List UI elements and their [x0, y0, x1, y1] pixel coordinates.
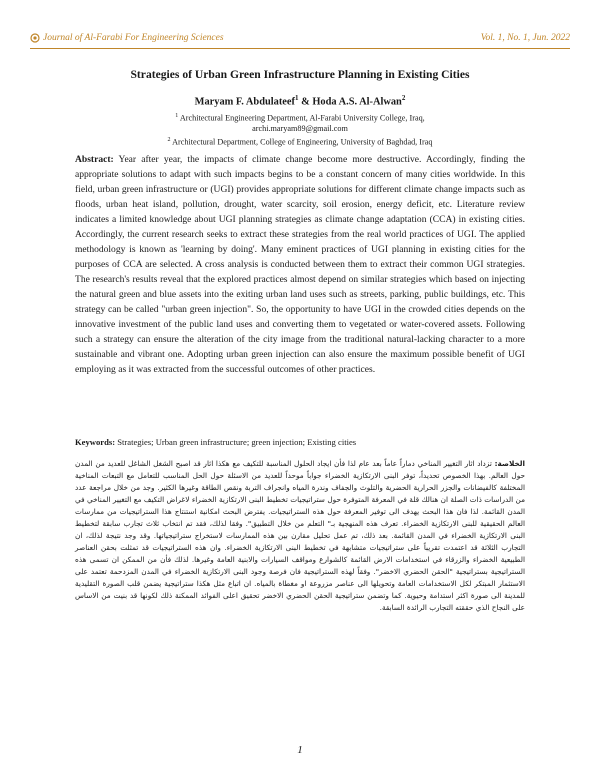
- affiliation-marker: 1: [175, 113, 179, 119]
- header-divider: [30, 48, 570, 49]
- keywords-label: Keywords:: [75, 437, 116, 447]
- author-email[interactable]: archi.maryam89@gmail.com: [252, 123, 348, 133]
- arabic-abstract: [75, 458, 525, 614]
- affiliation-2: [40, 135, 560, 148]
- abstract: [75, 152, 525, 377]
- arabic-abstract-label: الخلاصة:: [494, 459, 525, 468]
- author-name: Hoda A.S. Al-Alwan: [312, 96, 402, 108]
- journal-name: Journal of Al-Farabi For Engineering Sciences: [43, 33, 224, 43]
- affiliation-1: [40, 111, 560, 134]
- journal-header: [30, 30, 570, 46]
- author-affiliation-marker: 1: [294, 94, 299, 102]
- affiliation-text: Architectural Engineering Department, Al-Farabi University College, Iraq,: [179, 113, 425, 123]
- keywords-text: Strategies; Urban green infrastructure; green injection; Existing cities: [117, 437, 357, 447]
- author-name: Maryam F. Abdulateef: [194, 96, 295, 108]
- author-list: [40, 94, 560, 107]
- affiliation-marker: 2: [167, 137, 171, 143]
- author-separator: &: [298, 96, 313, 108]
- paper-title: Strategies of Urban Green Infrastructure Planning in Existing Cities: [130, 68, 470, 81]
- abstract-label: Abstract:: [75, 154, 114, 165]
- page-number: 1: [297, 744, 303, 756]
- affiliation-text: Architectural Department, College of Engineering, University of Baghdad, Iraq: [172, 137, 433, 147]
- journal-volume: Vol. 1, No. 1, Jun. 2022: [480, 33, 570, 43]
- journal-name-group: [30, 33, 224, 43]
- arabic-abstract-text: تزداد اثار التغيير المناخي دماراً عاماً بعد عام لذا فأن ايجاد الحلول المناسبة للتكيف مع هكذا اثار قد اصبح الشغل الشاغل للعديد من المدن حول العالم. بهذا الخصوص تحديداً، توفر البنى الارتكازية الخضراء جواباً موحداً للعديد من الاسئلة حول الحل المناسب للتعامل مع التبعات المناخية المختلفة كالفيضانات والجزر الحرارية الحضرية والتلوث والجفاف وندرة المياه وانجراف التربة ونقص الطاقة وغيرها الكثير. وجد من خلال مراجعة عدد من الدراسات ذات الصلة ان هنالك قلة في المعرفة المتوفرة حول ستراتيجيات تخطيط البنى الارتكازية الخضراء لاغراض التكيف مع التغيير المناخي في المدن القائمة. لذا فان هذا البحث يهدف الى توفير المعرفة حول هذه الستراتيجيات. يفترض البحث امكانية استنتاج هذا الستراتيجيات من ممارسات العالم الحقيقية للبنى الارتكازية الخضراء. تعرف هذه المنهجية بـ" التعلم من خلال التطبيق". وفقا لذلك، فقد تم انتخاب ثلاث تجارب سابقة لتخطيط البنى الارتكازية الخضراء في المدن القائمة. بعد ذلك، تم عمل تحليل مقارن بين هذه الممارسات لاستخراج ستراتيجياتها. وقد وجد نتيجة لذلك، ان التجارب الثلاثة قد اعتمدت تقريباً على ستراتيجيات متشابهة في تخطيط البنى الارتكازية الخضراء. وان هذه الستراتيجيات قد تمثلت بحقن العناصر الطبيعية الخضراء والزرقاء في استخدامات الارض القائمة كالشوارع ومواقف السيارات والابنية العامة وغيرها. لذلك فأن من الممكن ان تسمى هذه الستراتيجية بستراتيجية "الحقن الحضري الاخضر". وفقاً لهذه الستراتيجية فان فرصة وجود البنى الارتكازية الخضراء في المدن المزدحمة تعتمد على الاستثمار المبتكر لكل الاستخدامات العامة وتحويلها الى عناصر مزروعة او مغطاة بالمياه. ان اتباع مثل هكذا ستراتيجية يضمن قلب الصورة التقليدية للمدينة الى صورة اكثر استدامة وحيوية. كما وتضمن ستراتيجية الحقن الحضري الاخضر تحقيق اعلى الفوائد الممكنة ذلك لكونها قد بنيت من الاساس على النجاح الذي حققته التجارب الرائدة السابقة.: [75, 459, 525, 612]
- author-affiliation-marker: 2: [401, 94, 406, 102]
- keywords: [75, 436, 525, 448]
- journal-logo-icon: [30, 33, 40, 43]
- abstract-text: Year after year, the impacts of climate change become more destructive. Accordingly, finding the appropriate solutions to adapt with such impacts begins to be a constant concern of many cities worldwide. In this field, urban green infrastructure or (UGI) provides appropriate solutions for different climate change impacts such as floods, urban heat island, pollution, drought, water scarcity, soil erosion, energy deficit, etc. Literature review indicates a limited knowledge about UGI planning strategies as climate change adaptation (CCA) in existing cities. Accordingly, the current research seeks to extract these strategies from the real world practices of UGI. The applied methodology is known as 'learning by doing'. Many eminent practices of UGI planning in existing cities for the purposes of CCA are selected. A cross analysis is conducted between them to extract their common UGI strategies. The research's results reveal that the explored practices almost depend on similar strategies which based on injecting the natural green and blue assets into the exiting urban land uses such as streets, parking, public buildings, etc. This strategy can be called "urban green injection". So, the opportunity to have UGI in the crowded cities depends on the innovative investment of the public land uses and converting them to vegetated or water-covered assets. Following such a strategy can ensure the alteration of the city image from the traditional natural-lacking character to a more sustainable and vibrant one. Adopting urban green injection can also ensure the maximum possible benefit of UGI employing as it was extracted from the successful outcomes of other practices.: [75, 154, 525, 375]
